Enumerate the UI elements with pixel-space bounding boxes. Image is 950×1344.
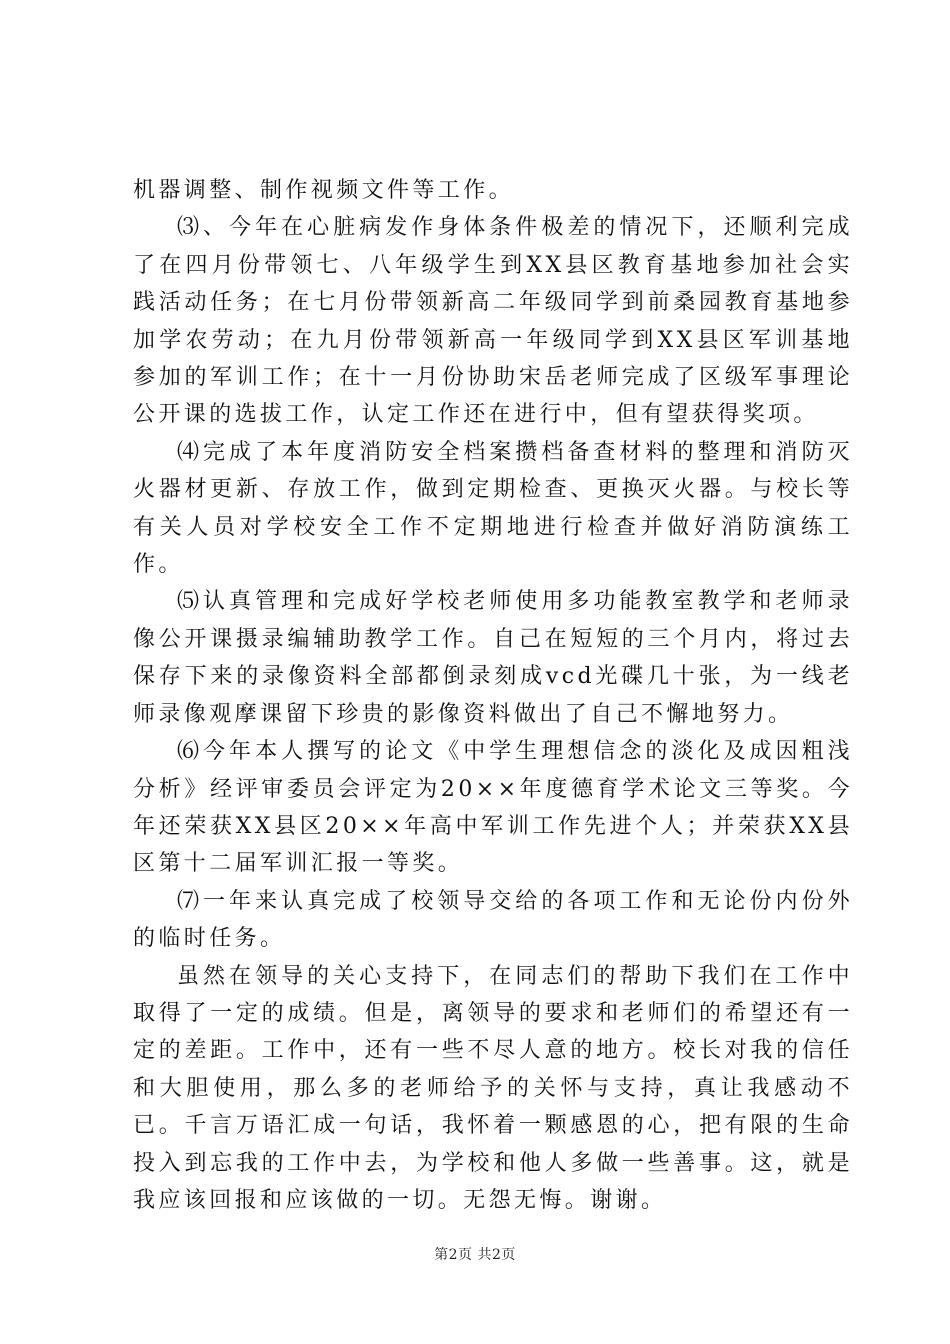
paragraph-item-7: ⑺一年来认真完成了校领导交给的各项工作和无论份内份外的临时任务。 (133, 888, 853, 952)
paragraph-item-4: ⑷完成了本年度消防安全档案攒档备查材料的整理和消防灭火器材更新、存放工作，做到定期检查、更换灭火器。与校长等有关人员对学校安全工作不定期地进行检查并做好消防演练工作。 (133, 439, 853, 578)
document-body (133, 172, 853, 1219)
paragraph-continuation: 机器调整、制作视频文件等工作。 (133, 178, 515, 203)
page-number-footer: 第2页 共2页 (434, 1247, 516, 1263)
paragraph-item-6: ⑹今年本人撰写的论文《中学生理想信念的淡化及成因粗浅分析》经评审委员会评定为20××年度德育学术论文三等奖。今年还荣获XX县区20××年高中军训工作先进个人；并荣获XX县区第十二届军训汇报一等奖。 (133, 739, 853, 877)
paragraph-item-5: ⑸认真管理和完成好学校老师使用多功能教室教学和老师录像公开课摄录编辅助教学工作。自己在短短的三个月内，将过去保存下来的录像资料全部都倒录刻成vcd光碟几十张，为一线老师录像观摩课留下珍贵的影像资料做出了自己不懈地努力。 (133, 589, 853, 727)
paragraph-item-3: ⑶、今年在心脏病发作身体条件极差的情况下，还顺利完成了在四月份带领七、八年级学生到XX县区教育基地参加社会实践活动任务；在七月份带领新高二年级同学到前桑园教育基地参加学农劳动；在九月份带领新高一年级同学到XX县区军训基地参加的军训工作；在十一月份协助宋岳老师完成了区级军事理论公开课的选拔工作，认定工作还在进行中，但有望获得奖项。 (133, 215, 853, 428)
paragraph-closing: 虽然在领导的关心支持下，在同志们的帮助下我们在工作中取得了一定的成绩。但是，离领导的要求和老师们的希望还有一定的差距。工作中，还有一些不尽人意的地方。校长对我的信任和大胆使用，那么多的老师给予的关怀与支持，真让我感动不已。千言万语汇成一句话，我怀着一颗感恩的心，把有限的生命投入到忘我的工作中去，为学校和他人多做一些善事。这，就是我应该回报和应该做的一切。无怨无悔。谢谢。 (133, 963, 853, 1213)
